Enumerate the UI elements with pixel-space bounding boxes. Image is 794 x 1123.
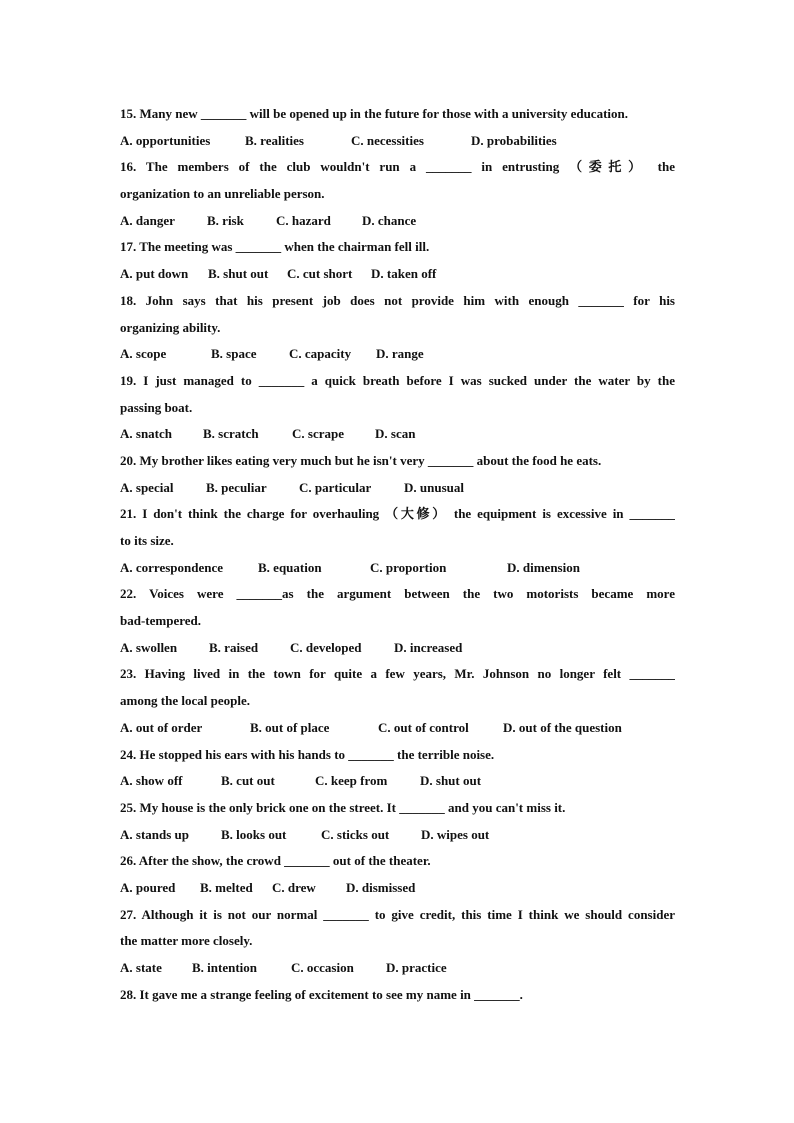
question-15-options	[120, 128, 675, 155]
question-16-options	[120, 208, 675, 235]
option-a: A. snatch	[120, 426, 173, 442]
question-27-text: 27. Although it is not our normal _______ to give credit, this time I think we should consider	[120, 906, 675, 922]
question-27-text-cont: the matter more closely.	[120, 933, 253, 949]
question-23-text-cont: among the local people.	[120, 693, 250, 709]
option-a: A. stands up	[120, 826, 190, 842]
option-a: A. scope	[120, 346, 167, 362]
option-b: B. equation	[258, 559, 322, 575]
option-d: D. chance	[362, 212, 417, 228]
question-23-options	[120, 715, 675, 742]
question-22-options	[120, 635, 675, 662]
option-d: D. unusual	[404, 479, 464, 495]
question-25-options	[120, 822, 675, 849]
question-21-options	[120, 555, 675, 582]
question-16-text: 16. The members of the club wouldn't run a _______ in entrusting （委托） the	[120, 159, 675, 175]
question-27-options	[120, 955, 675, 982]
option-b: B. raised	[209, 639, 259, 655]
option-b: B. out of place	[250, 719, 330, 735]
question-16-text-cont: organization to an unreliable person.	[120, 186, 325, 202]
option-a: A. state	[120, 960, 162, 975]
option-b: B. realities	[245, 132, 304, 148]
option-c: C. keep from	[315, 773, 388, 789]
option-a: A. put down	[120, 266, 189, 282]
question-15-text: 15. Many new _______ will be opened up in the future for those with a university education.	[120, 106, 628, 121]
question-25-text: 25. My house is the only brick one on the street. It _______ and you can't miss it.	[120, 799, 566, 815]
option-d: D. out of the question	[503, 719, 622, 735]
option-b: B. peculiar	[206, 479, 267, 495]
option-b: B. looks out	[221, 826, 287, 842]
option-a: A. out of order	[120, 719, 203, 735]
option-c: C. developed	[290, 639, 362, 655]
option-c: C. out of control	[378, 719, 469, 735]
option-a: A. correspondence	[120, 559, 224, 575]
option-a: A. opportunities	[120, 132, 211, 148]
question-21-text-cont: to its size.	[120, 533, 174, 548]
question-20-options	[120, 475, 675, 502]
option-a: A. special	[120, 479, 174, 495]
question-18-options	[120, 341, 675, 368]
document-page	[120, 101, 675, 1008]
option-d: D. dimension	[507, 559, 580, 575]
question-24-options	[120, 768, 675, 795]
option-d: D. scan	[375, 426, 416, 442]
option-d: D. range	[376, 346, 424, 362]
option-a: A. show off	[120, 773, 183, 789]
option-d: D. dismissed	[346, 879, 416, 895]
question-17-text: 17. The meeting was _______ when the chairman fell ill.	[120, 239, 430, 255]
option-d: D. taken off	[371, 266, 437, 282]
option-b: B. intention	[192, 960, 258, 975]
option-c: C. drew	[272, 879, 316, 895]
option-d: D. probabilities	[471, 132, 557, 148]
question-18-text-cont: organizing ability.	[120, 319, 221, 335]
option-c: C. particular	[299, 479, 372, 495]
option-a: A. danger	[120, 212, 175, 228]
option-d: D. practice	[386, 960, 447, 975]
question-26-options	[120, 875, 675, 902]
option-b: B. shut out	[208, 266, 269, 282]
option-c: C. scrape	[292, 426, 344, 442]
question-18-text: 18. John says that his present job does not provide him with enough _______ for his	[120, 292, 675, 308]
option-b: B. space	[211, 346, 257, 362]
option-d: D. wipes out	[421, 826, 490, 842]
option-d: D. increased	[394, 639, 463, 655]
option-c: C. occasion	[291, 960, 354, 975]
option-c: C. hazard	[276, 212, 331, 228]
question-22-text: 22. Voices were _______as the argument between the two motorists became more	[120, 586, 675, 602]
option-d: D. shut out	[420, 773, 482, 789]
question-26-text: 26. After the show, the crowd _______ out of the theater.	[120, 853, 431, 869]
option-c: C. cut short	[287, 266, 353, 282]
option-c: C. capacity	[289, 346, 352, 362]
question-20-text: 20. My brother likes eating very much but he isn't very _______ about the food he eats.	[120, 452, 602, 468]
question-22-text-cont: bad-tempered.	[120, 613, 202, 629]
option-c: C. proportion	[370, 559, 447, 575]
option-b: B. risk	[207, 212, 244, 228]
question-19-options	[120, 421, 675, 448]
option-b: B. cut out	[221, 773, 275, 789]
option-b: B. scratch	[203, 426, 259, 442]
question-21-text: 21. I don't think the charge for overhauling （大修） the equipment is excessive in _______	[120, 506, 675, 522]
option-a: A. swollen	[120, 639, 178, 655]
question-19-text-cont: passing boat.	[120, 399, 193, 415]
question-24-text: 24. He stopped his ears with his hands to _______ the terrible noise.	[120, 746, 495, 762]
question-17-options	[120, 261, 675, 288]
option-b: B. melted	[200, 879, 253, 895]
question-23-text: 23. Having lived in the town for quite a few years, Mr. Johnson no longer felt _______	[120, 666, 675, 682]
question-28-text: 28. It gave me a strange feeling of excitement to see my name in _______.	[120, 986, 523, 1002]
question-19-text: 19. I just managed to _______ a quick breath before I was sucked under the water by the	[120, 372, 675, 388]
option-a: A. poured	[120, 879, 176, 895]
option-c: C. necessities	[351, 132, 424, 148]
option-c: C. sticks out	[321, 826, 390, 842]
